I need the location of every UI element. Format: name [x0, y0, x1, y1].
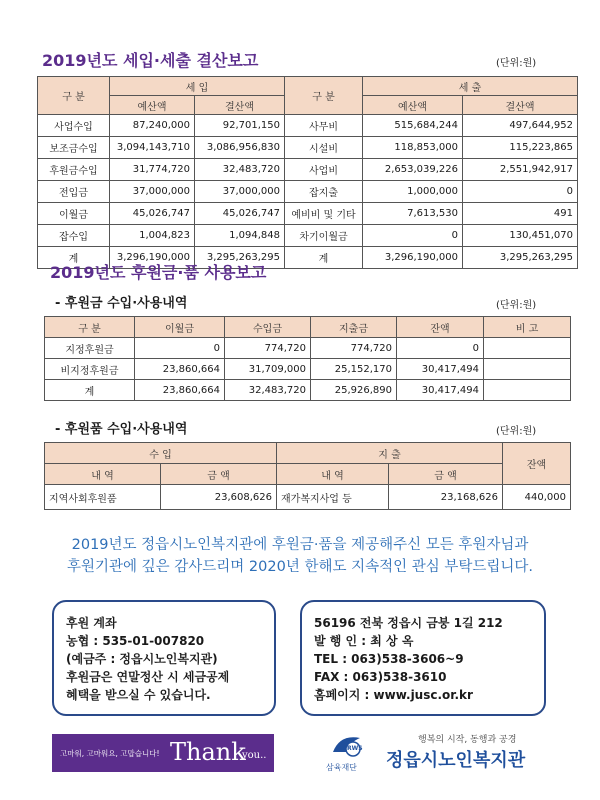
table-row [38, 181, 578, 203]
income-category: 이월금 [38, 203, 110, 225]
expense-settled: 3,295,263,295 [463, 247, 578, 269]
income-settled: 1,094,848 [195, 225, 285, 247]
expense-category: 사업비 [285, 159, 363, 181]
contact-box [300, 600, 546, 716]
income-budget: 37,000,000 [110, 181, 195, 203]
table-row [38, 159, 578, 181]
col-settled: 결산액 [195, 96, 285, 115]
goods-in-detail: 지역사회후원품 [45, 485, 161, 510]
goods-ex-amount: 23,168,626 [389, 485, 503, 510]
account-line: 후원금은 연말정산 시 세금공제 [66, 670, 230, 684]
expense-budget: 7,613,530 [363, 203, 463, 225]
goods-balance-header: 잔액 [503, 443, 571, 485]
table-row [45, 485, 571, 510]
expense-settled: 115,223,865 [463, 137, 578, 159]
money-value: 774,720 [311, 338, 397, 359]
table-row [45, 359, 571, 380]
expense-category: 시설비 [285, 137, 363, 159]
money-col-header: 이월금 [135, 317, 225, 338]
money-col-header: 비 고 [484, 317, 571, 338]
col-category: 구 분 [38, 77, 110, 115]
money-col-header: 수입금 [225, 317, 311, 338]
money-subtitle: - 후원금 수입·사용내역 [55, 296, 188, 311]
logo-badge-text: RWS [347, 745, 363, 752]
income-category: 잡수입 [38, 225, 110, 247]
expense-settled: 130,451,070 [463, 225, 578, 247]
donation-goods-table [44, 442, 571, 510]
income-settled: 32,483,720 [195, 159, 285, 181]
contact-fax: FAX : 063)538-3610 [314, 670, 447, 684]
income-settled: 3,295,263,295 [195, 247, 285, 269]
money-value: 31,709,000 [225, 359, 311, 380]
income-header: 세 입 [110, 77, 285, 96]
money-value: 23,860,664 [135, 380, 225, 401]
goods-col-amount: 금 액 [389, 464, 503, 485]
money-unit: (단위:원) [496, 300, 537, 311]
expense-category: 예비비 및 기타 [285, 203, 363, 225]
table-row [38, 203, 578, 225]
expense-category: 계 [285, 247, 363, 269]
money-value: 25,152,170 [311, 359, 397, 380]
income-budget: 45,026,747 [110, 203, 195, 225]
money-col-header: 잔액 [397, 317, 484, 338]
thank-you-banner [52, 734, 274, 772]
logo [324, 730, 564, 778]
expense-budget: 3,296,190,000 [363, 247, 463, 269]
expense-budget: 0 [363, 225, 463, 247]
banner-you: you.. [242, 750, 267, 761]
account-line: 농협 : 535-01-007820 [66, 634, 205, 648]
logo-foundation: 삼육재단 [326, 763, 357, 772]
table-row [45, 338, 571, 359]
thanks-line-2: 후원기관에 깊은 감사드리며 2020년 한해도 지속적인 관심 부탁드립니다. [67, 559, 533, 575]
income-budget: 87,240,000 [110, 115, 195, 137]
expense-settled: 2,551,942,917 [463, 159, 578, 181]
banner-small-text: 고마워, 고마워요, 고맙습니다! [60, 749, 160, 758]
money-value [484, 338, 571, 359]
expense-budget: 2,653,039,226 [363, 159, 463, 181]
table-row [38, 225, 578, 247]
income-category: 보조금수입 [38, 137, 110, 159]
money-value: 30,417,494 [397, 359, 484, 380]
banner-thank: Thank [170, 738, 246, 766]
income-category: 계 [38, 247, 110, 269]
expense-category: 잡지출 [285, 181, 363, 203]
contact-address: 56196 전북 정읍시 금붕 1길 212 [314, 616, 503, 630]
goods-balance: 440,000 [503, 485, 571, 510]
expense-settled: 497,644,952 [463, 115, 578, 137]
goods-col-amount: 금 액 [161, 464, 277, 485]
table-row [38, 137, 578, 159]
logo-name: 정읍시노인복지관 [386, 750, 526, 771]
account-line: (예금주 : 정읍시노인복지관) [66, 652, 218, 666]
expense-category: 차기이월금 [285, 225, 363, 247]
expense-header: 세 출 [363, 77, 578, 96]
income-settled: 45,026,747 [195, 203, 285, 225]
money-category: 계 [45, 380, 135, 401]
money-value [484, 380, 571, 401]
income-budget: 3,296,190,000 [110, 247, 195, 269]
section2-title: 2019년도 후원금·품 사용보고 [50, 263, 267, 282]
contact-homepage[interactable]: 홈페이지 : www.jusc.or.kr [314, 688, 473, 702]
thanks-line-1: 2019년도 정읍시노인복지관에 후원금·품을 제공해주신 모든 후원자님과 [71, 537, 529, 553]
goods-ex-detail: 재가복지사업 등 [277, 485, 389, 510]
goods-col-detail: 내 역 [45, 464, 161, 485]
expense-budget: 118,853,000 [363, 137, 463, 159]
expense-settled: 0 [463, 181, 578, 203]
money-value: 25,926,890 [311, 380, 397, 401]
goods-subtitle: - 후원품 수입·사용내역 [55, 422, 188, 437]
expense-budget: 515,684,244 [363, 115, 463, 137]
income-category: 사업수입 [38, 115, 110, 137]
goods-unit: (단위:원) [496, 426, 537, 437]
section1-unit: (단위:원) [496, 58, 537, 69]
money-value: 30,417,494 [397, 380, 484, 401]
income-budget: 31,774,720 [110, 159, 195, 181]
goods-col-detail: 내 역 [277, 464, 389, 485]
logo-slogan: 행복의 시작, 동행과 공경 [418, 735, 517, 745]
money-value: 32,483,720 [225, 380, 311, 401]
income-settled: 3,086,956,830 [195, 137, 285, 159]
goods-in-amount: 23,608,626 [161, 485, 277, 510]
income-category: 전입금 [38, 181, 110, 203]
money-value: 0 [397, 338, 484, 359]
money-category: 비지정후원금 [45, 359, 135, 380]
income-settled: 37,000,000 [195, 181, 285, 203]
income-settled: 92,701,150 [195, 115, 285, 137]
section1-title: 2019년도 세입·세출 결산보고 [42, 51, 259, 70]
income-category: 후원금수입 [38, 159, 110, 181]
money-value [484, 359, 571, 380]
contact-tel: TEL : 063)538-3606~9 [314, 652, 464, 666]
donation-money-table [44, 316, 571, 401]
expense-settled: 491 [463, 203, 578, 225]
account-line: 후원 계좌 [66, 616, 117, 630]
money-category: 지정후원금 [45, 338, 135, 359]
logo-emblem-icon [330, 732, 364, 760]
account-line: 혜택을 받으실 수 있습니다. [66, 688, 211, 702]
col-settled: 결산액 [463, 96, 578, 115]
money-col-header: 지출금 [311, 317, 397, 338]
settlement-table [37, 76, 578, 269]
table-row [38, 115, 578, 137]
expense-category: 사무비 [285, 115, 363, 137]
income-budget: 1,004,823 [110, 225, 195, 247]
income-budget: 3,094,143,710 [110, 137, 195, 159]
money-value: 0 [135, 338, 225, 359]
expense-budget: 1,000,000 [363, 181, 463, 203]
col-budget: 예산액 [110, 96, 195, 115]
contact-publisher: 발 행 인 : 최 상 옥 [314, 634, 414, 648]
goods-income-header: 수 입 [45, 443, 277, 464]
money-value: 774,720 [225, 338, 311, 359]
col-budget: 예산액 [363, 96, 463, 115]
account-box [52, 600, 276, 716]
money-value: 23,860,664 [135, 359, 225, 380]
goods-expense-header: 지 출 [277, 443, 503, 464]
col-category: 구 분 [285, 77, 363, 115]
table-row [45, 380, 571, 401]
money-col-header: 구 분 [45, 317, 135, 338]
